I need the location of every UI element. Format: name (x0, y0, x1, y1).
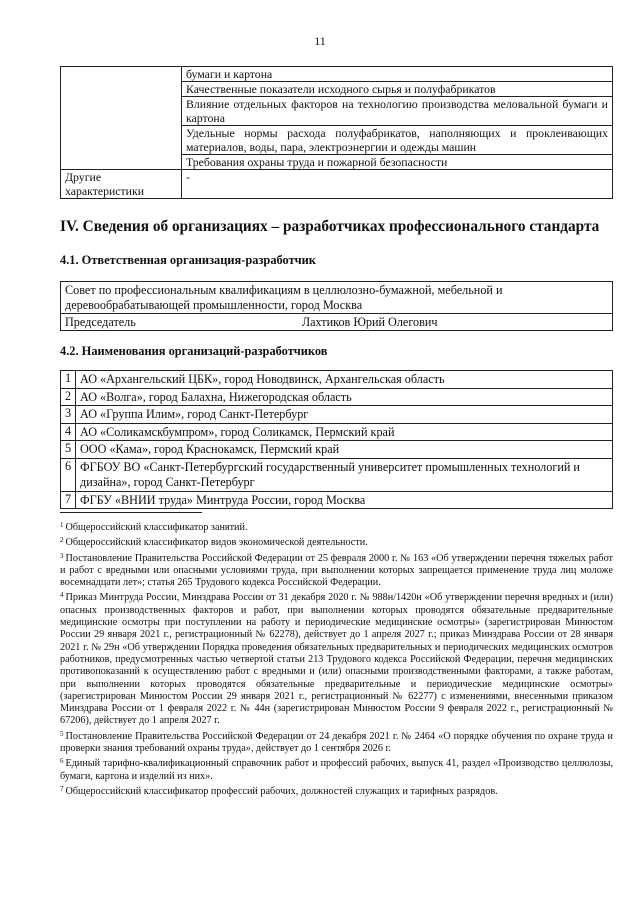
responsible-org-table (60, 281, 613, 331)
footnote-divider (60, 512, 202, 513)
characteristics-table (60, 66, 613, 199)
other-characteristics-value: - (182, 170, 613, 199)
developer-number: 2 (61, 388, 76, 406)
table-row (61, 458, 613, 491)
footnote-number: 7 (60, 784, 64, 793)
footnote-number: 2 (60, 536, 64, 545)
developer-number: 4 (61, 423, 76, 441)
table-row: Удельные нормы расхода полуфабрикатов, наполняющих и проклеивающих материалов, воды, пара, электроэнергии и одежды машин (182, 126, 613, 155)
chairman-position: Председатель (65, 315, 136, 329)
footnote (60, 550, 613, 590)
developer-name: АО «Архангельский ЦБК», город Новодвинск, Архангельская область (76, 371, 613, 389)
footnote-text: Постановление Правительства Российской Федерации от 25 февраля 2000 г. № 163 «Об утверждении перечня тяжелых работ и работ с вредными или опасными условиями труда, при выполнении которых запрещается применение труда лиц моложе восемнадцати лет»; статья 265 Трудового кодекса Российской Федерации. (60, 552, 613, 589)
footnote (60, 728, 613, 756)
page-number: 11 (314, 34, 326, 48)
footnote-text: Общероссийский классификатор видов экономической деятельности. (65, 537, 368, 549)
footnote-number: 4 (60, 591, 64, 600)
developers-table (60, 370, 613, 509)
footnote-number: 5 (60, 729, 64, 738)
table-row (61, 491, 613, 509)
other-characteristics-label: Другие характеристики (61, 170, 182, 199)
footnote (60, 534, 613, 549)
developer-name: ООО «Кама», город Краснокамск, Пермский край (76, 441, 613, 459)
table-row (61, 441, 613, 459)
footnote-text: Приказ Минтруда России, Минздрава России от 31 декабря 2020 г. № 988н/1420н «Об утверждении перечня вредных и (или) опасных производственных факторов и работ, при выполнении которых проводятся обязательные предварительные медицинские осмотры при поступлении на работу и периодические медицинские осмотры» (зарегистрирован Минюстом России 29 января 2021 г., регистрационный № 62278), действует до 1 апреля 2027 г.; приказ Минздрава России от 28 января 2021 г. № 29н «Об утверждении Порядка проведения обязательных предварительных и периодических медицинских осмотров работников, предусмотренных частью четвертой статьи 213 Трудового кодекса Российской Федерации, перечня медицинских противопоказаний к осуществлению работ с вредными и (или) опасными производственными факторами, а также работам, при выполнении которых проводятся обязательные предварительные и периодические медицинские осмотры» (зарегистрирован Минюстом России 29 января 2021 г., регистрационный № 62277) с изменениями, внесенными приказом Минздрава России от 1 февраля 2022 г. № 44н (зарегистрирован Минюстом России 9 февраля 2022 г., регистрационный № 67206), действует до 1 апреля 2027 г. (60, 592, 613, 727)
footnote-number: 6 (60, 757, 64, 766)
footnote-text: Общероссийский классификатор занятий. (65, 522, 248, 533)
table-row: Качественные показатели исходного сырья и полуфабрикатов (182, 82, 613, 97)
footnotes (60, 519, 613, 798)
developer-name: ФГБОУ ВО «Санкт-Петербургский государственный университет промышленных технологий и дизайна», город Санкт-Петербург (76, 458, 613, 491)
developer-number: 7 (61, 491, 76, 509)
developer-name: ФГБУ «ВНИИ труда» Минтруда России, город Москва (76, 491, 613, 509)
subsection-title-developers: 4.2. Наименования организаций-разработчиков (60, 344, 328, 358)
table-row (61, 388, 613, 406)
developer-number: 1 (61, 371, 76, 389)
footnote-text: Единый тарифно-квалификационный справочник работ и профессий рабочих, выпуск 41, раздел «Производство целлюлозы, бумаги, картона и изделий из них». (60, 758, 613, 782)
table-row: бумаги и картона (182, 67, 613, 82)
developer-name: АО «Соликамскбумпром», город Соликамск, Пермский край (76, 423, 613, 441)
chairman-name: Лахтиков Юрий Олегович (301, 315, 438, 329)
table-row (61, 371, 613, 389)
table-row (61, 406, 613, 424)
developer-number: 3 (61, 406, 76, 424)
developer-name: АО «Волга», город Балахна, Нижегородская область (76, 388, 613, 406)
footnote (60, 589, 613, 727)
footnote-text: Постановление Правительства Российской Федерации от 24 декабря 2021 г. № 2464 «О порядке обучения по охране труда и проверки знания требований охраны труда», действует до 1 сентября 2026 г. (60, 730, 613, 755)
developer-name: АО «Группа Илим», город Санкт-Петербург (76, 406, 613, 424)
table-row: Влияние отдельных факторов на технологию производства меловальной бумаги и картона (182, 97, 613, 126)
table-row (61, 423, 613, 441)
footnote-number: 1 (60, 521, 64, 529)
developer-number: 5 (61, 441, 76, 459)
footnote (60, 755, 613, 783)
table-row: Требования охраны труда и пожарной безопасности (182, 155, 613, 170)
table-label-cell-empty (61, 67, 182, 170)
developer-number: 6 (61, 458, 76, 491)
footnote (60, 783, 613, 798)
section-title: IV. Сведения об организациях – разработчиках профессионального стандарта (60, 218, 600, 235)
subsection-title-responsible: 4.1. Ответственная организация-разработчик (60, 253, 316, 267)
footnote (60, 519, 613, 534)
responsible-org-name: Совет по профессиональным квалификациям в целлюлозно-бумажной, мебельной и деревообрабатывающей промышленности, город Москва (61, 282, 613, 314)
footnote-number: 3 (60, 551, 64, 560)
chairman-row (61, 314, 613, 331)
footnote-text: Общероссийский классификатор профессий рабочих, должностей служащих и тарифных разрядов. (65, 785, 498, 797)
